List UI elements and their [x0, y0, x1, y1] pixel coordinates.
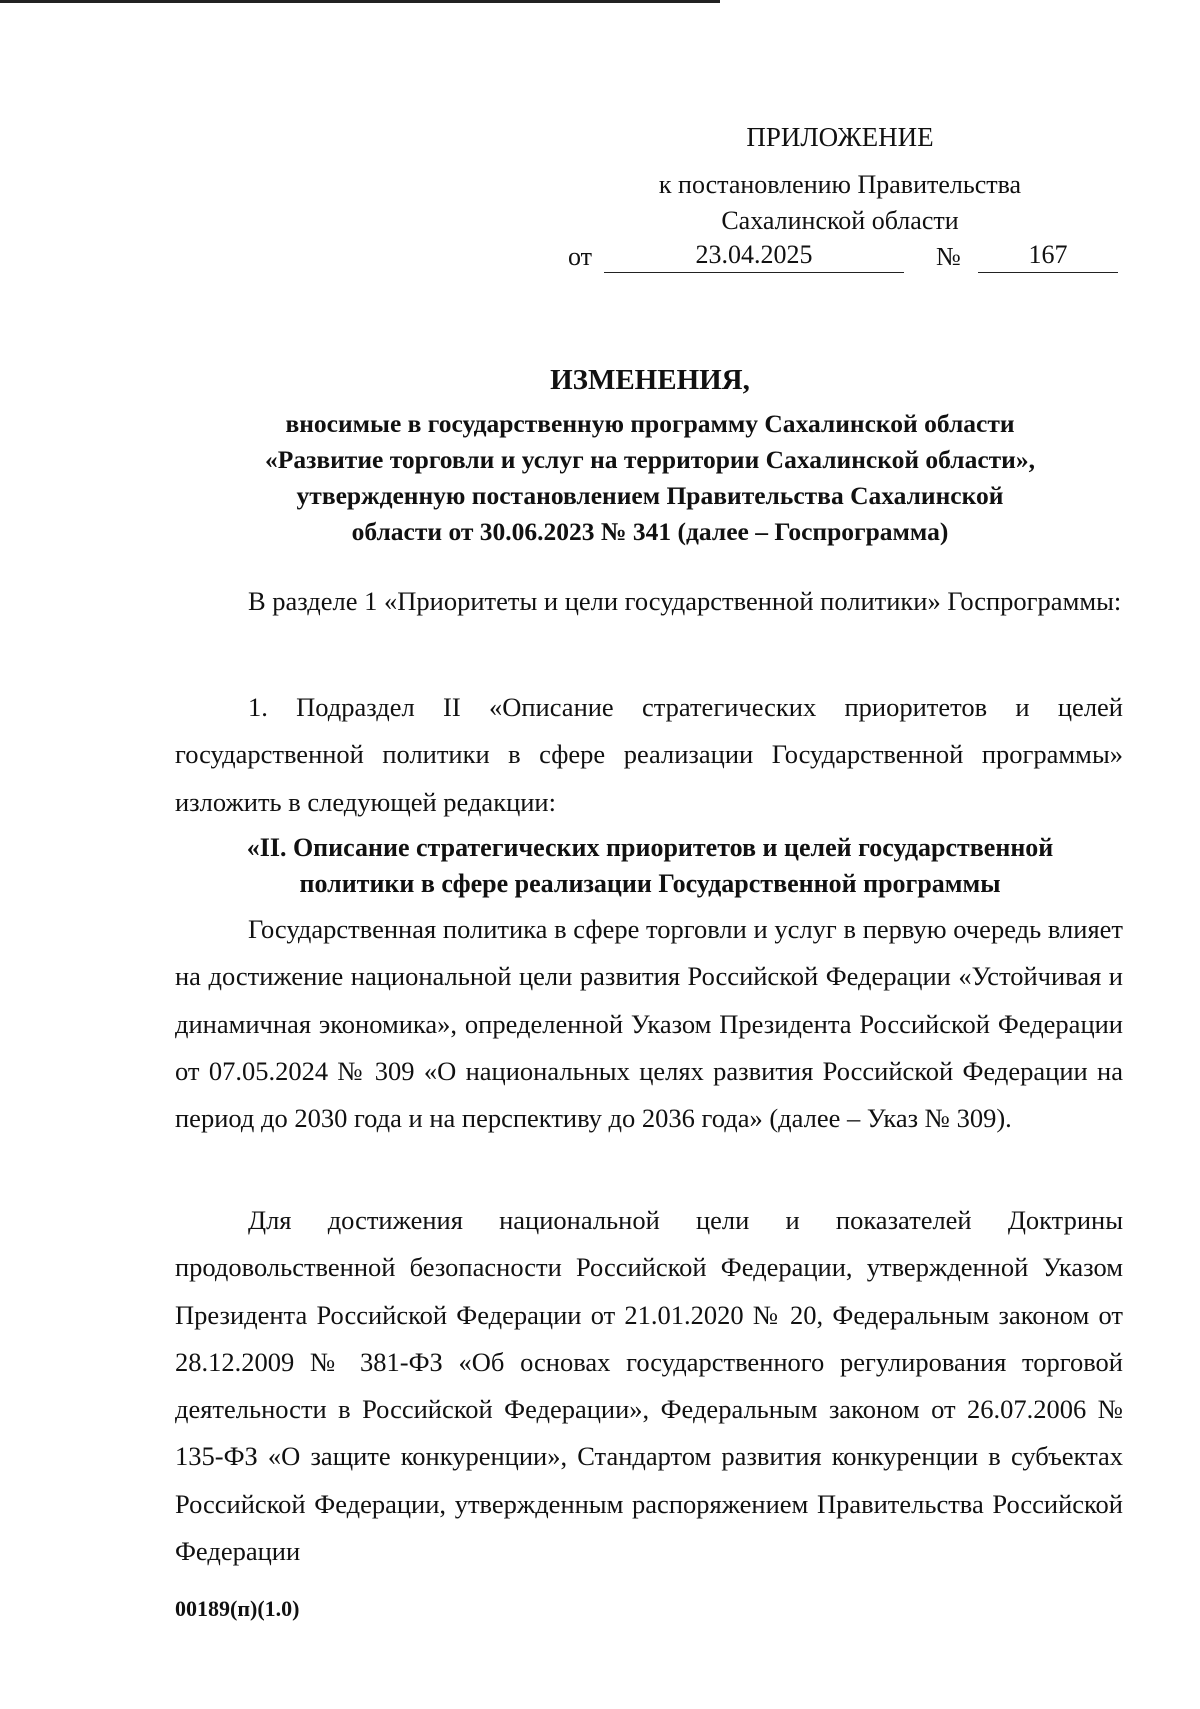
appendix-title: ПРИЛОЖЕНИЕ — [746, 122, 934, 152]
item-1-paragraph: 1. Подраздел II «Описание стратегических приоритетов и целей государственной политики в сфере реализации Государственной программы» изложить в следующей редакции: — [175, 692, 1123, 817]
document-code: 00189(п)(1.0) — [175, 1596, 300, 1621]
document-title: ИЗМЕНЕНИЯ, — [550, 364, 750, 396]
from-label: от — [568, 242, 593, 271]
intro-paragraph: В разделе 1 «Приоритеты и цели государственной политики» Госпрограммы: — [248, 586, 1122, 616]
paragraph-1: Государственная политика в сфере торговли и услуг в первую очередь влияет на достижение национальной цели развития Российской Федерации «Устойчивая и динамичная экономика», определенной Указом Президента Российской Федерации от 07.05.2024 № 309 «О национальных целях развития Российской Федерации на период до 2030 года и на перспективу до 2036 года» (далее – Указ № 309). — [175, 914, 1123, 1134]
section-title-line-2: политики в сфере реализации Государственной программы — [299, 869, 1001, 898]
section-title-line-1: «II. Описание стратегических приоритетов и целей государственной — [246, 833, 1054, 862]
appendix-date-row — [568, 236, 1128, 276]
document-subtitle-line-2: «Развитие торговли и услуг на территории Сахалинской области», — [265, 445, 1035, 474]
number-sign: № — [936, 242, 961, 271]
appendix-number: 167 — [978, 240, 1118, 273]
document-subtitle-line-1: вносимые в государственную программу Сахалинской области — [285, 409, 1015, 438]
appendix-date: 23.04.2025 — [604, 240, 904, 273]
paragraph-2: Для достижения национальной цели и показателей Доктрины продовольственной безопасности Российской Федерации, утвержденной Указом Президента Российской Федерации от 21.01.2020 № 20, Федеральным законом от 28.12.2009 № 381-ФЗ «Об основах государственного регулирования торговой деятельности в Российской Федерации», Федеральным законом от 26.07.2006 № 135-ФЗ «О защите конкуренции», Стандартом развития конкуренции в субъектах Российской Федерации, утвержденным распоряжением Правительства Российской Федерации — [175, 1205, 1123, 1567]
section-title — [175, 830, 1125, 902]
document-subtitle-line-4: области от 30.06.2023 № 341 (далее – Госпрограмма) — [351, 517, 949, 546]
scan-edge-line — [0, 0, 720, 3]
appendix-line-2: Сахалинской области — [721, 206, 959, 235]
document-subtitle-line-3: утвержденную постановлением Правительства Сахалинской — [296, 481, 1004, 510]
appendix-line-1: к постановлению Правительства — [658, 170, 1022, 199]
